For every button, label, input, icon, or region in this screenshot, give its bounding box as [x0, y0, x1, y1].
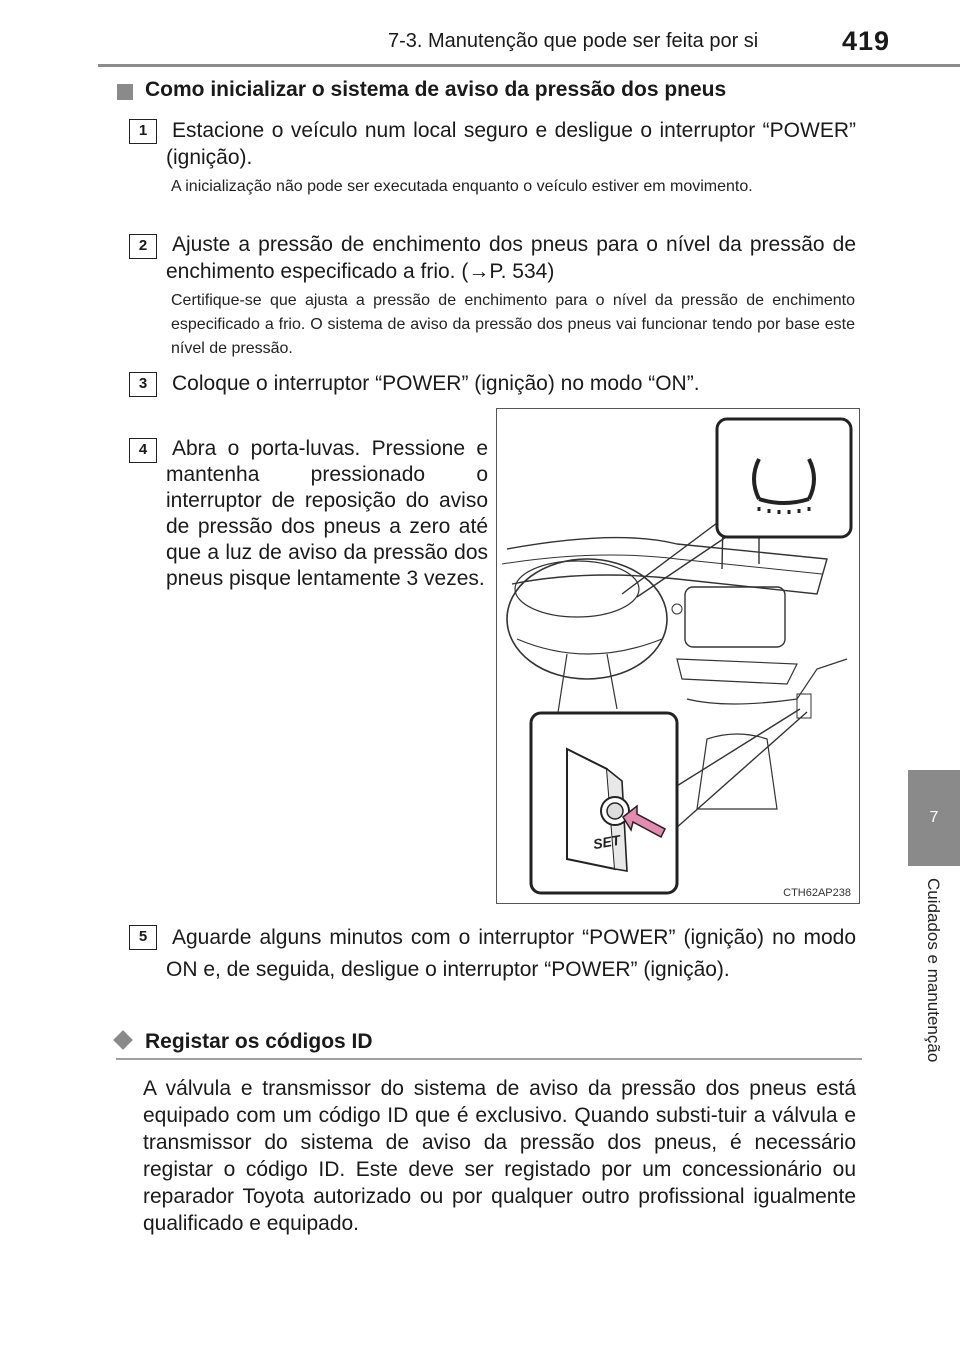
step-text-3: Coloque o interruptor “POWER” (ignição) no modo “ON”. — [172, 372, 700, 395]
dashboard-drawing — [497, 409, 859, 903]
step-number-3: 3 — [129, 372, 157, 397]
step-text-1: Estacione o veículo num local seguro e desligue o interruptor “POWER” (ignição). — [166, 119, 856, 169]
step-number-2: 2 — [129, 234, 157, 259]
set-switch-label: SET — [591, 831, 622, 853]
step-text-2: Ajuste a pressão de enchimento dos pneus para o nível da pressão de enchimento especificado a frio. (→P. 534) — [166, 233, 856, 283]
subsection-rule — [116, 1058, 862, 1060]
step-number-1: 1 — [129, 119, 157, 144]
step-number-5: 5 — [129, 925, 157, 950]
step-text-4: Abra o porta-luvas. Pressione e mantenha pressionado o interruptor de reposição do aviso de pressão dos pneus a zero até que a luz de aviso da pressão dos pneus pisque lentamente 3 vezes. — [166, 437, 488, 590]
header-rule — [98, 64, 960, 67]
step-number-4: 4 — [129, 438, 157, 463]
step-text-5: Aguarde alguns minutos com o interruptor “POWER” (ignição) no modo ON e, de seguida, desligue o interruptor “POWER” (ignição). — [166, 926, 856, 981]
chapter-title: Cuidados e manutenção — [924, 878, 943, 1063]
diamond-bullet-icon — [113, 1030, 133, 1050]
glovebox-illustration — [496, 408, 860, 904]
subsection-title: Registar os códigos ID — [145, 1030, 373, 1053]
section-square-icon — [117, 84, 133, 100]
step-note-1: A inicialização não pode ser executada enquanto o veículo estiver em movimento. — [171, 178, 753, 195]
figure-code: CTH62AP238 — [783, 887, 851, 899]
subsection-paragraph: A válvula e transmissor do sistema de aviso da pressão dos pneus está equipado com um código ID que é exclusivo. Quando substi-tuir a válvula e transmissor do sistema de aviso da pressão dos pneus, é necessário registar o código ID. Este deve ser registado por um concessionário ou reparador Toyota autorizado ou por qualquer outro profissional igualmente qualificado e equipado. — [143, 1077, 856, 1235]
page-number: 419 — [842, 26, 891, 56]
chapter-tab: 7 — [908, 770, 960, 866]
running-header: 7-3. Manutenção que pode ser feita por si — [388, 30, 759, 52]
section-title: Como inicializar o sistema de aviso da pressão dos pneus — [145, 78, 727, 101]
step-note-2: Certifique-se que ajusta a pressão de enchimento para o nível da pressão de enchimento especificado a frio. O sistema de aviso da pressão dos pneus vai funcionar tendo por base este nível de pressão. — [171, 292, 855, 357]
